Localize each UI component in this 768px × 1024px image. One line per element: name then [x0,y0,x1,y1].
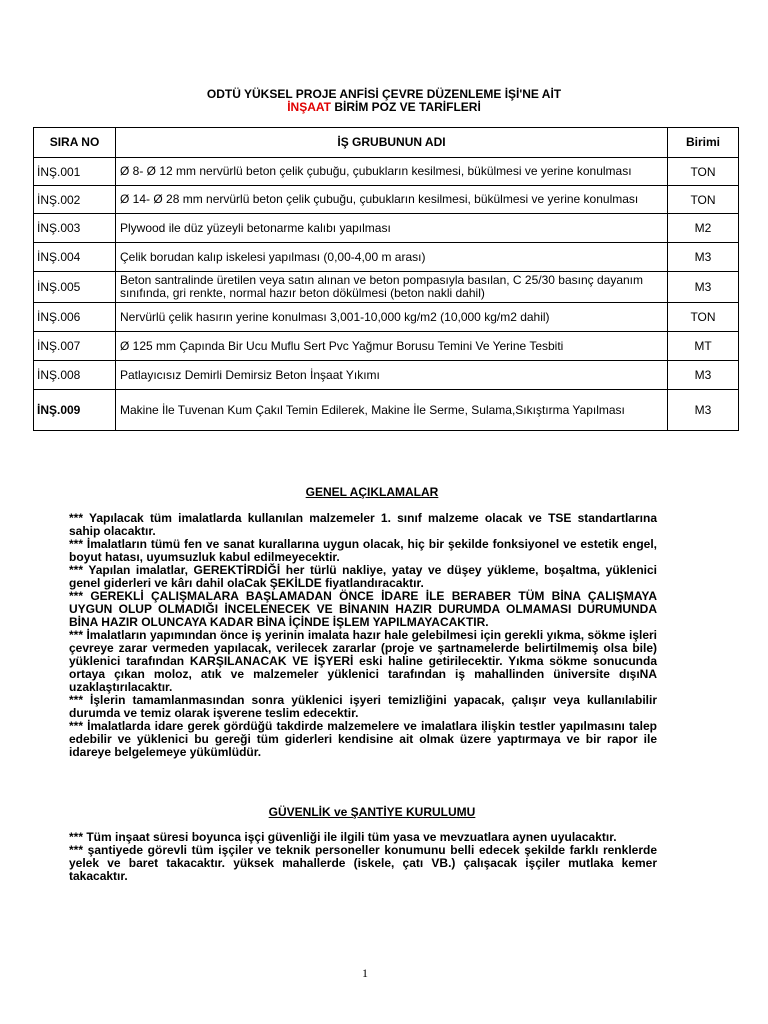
row-code: İNŞ.004 [34,243,116,272]
row-description: Patlayıcısız Demirli Demirsiz Beton İnşaat Yıkımı [116,361,668,390]
items-table [33,127,739,431]
table-row [34,186,739,214]
row-code: İNŞ.008 [34,361,116,390]
note-paragraph: *** şantiyede görevli tüm işçiler ve teknik personeller konumunu belli edecek şekilde farklı renklerde yelek ve baret takacaktır. yüksek mahallerde (iskele, çatı VB.) çalışacak işçiler mutlaka kemer takacaktır. [69,843,657,883]
subtitle-highlight: İNŞAAT [287,100,331,114]
row-unit: M3 [668,390,739,431]
document-subtitle [0,100,768,114]
row-code: İNŞ.009 [34,390,116,431]
table-row [34,361,739,390]
subtitle-rest: BİRİM POZ VE TARİFLERİ [331,100,481,114]
row-unit: M2 [668,214,739,243]
table-row [34,158,739,186]
note-paragraph: *** İmalatların yapımından önce iş yerinin imalata hazır hale gelebilmesi için gerekli yıkma, sökme işleri çevreye zarar vermeden yapılacak, verilecek zararlar (proje ve şartnamelerde belirtilmemiş olsa bile) yüklenici tarafından KARŞILANACAK VE İŞYERİ eski haline getirilecektir. Yıkma sökme sonucunda ortaya çıkan moloz, atık ve malzemeler yüklenici tarafından iş mahallinden üniversite dışıNA uzaklaştırılacaktır. [69,628,657,694]
table-header-row [34,128,739,158]
row-unit: TON [668,303,739,332]
note-paragraph: *** Yapılan imalatlar, GEREKTİRDİĞİ her türlü nakliye, yatay ve düşey yükleme, boşaltma, yüklenici genel giderleri ve kârı dahil olaCak ŞEKİLDE fiyatlandıracaktır. [69,563,657,590]
note-paragraph: *** İmalatlarda idare gerek gördüğü takdirde malzemelere ve imalatlara ilişkin testler yapılmasını talep edebilir ve yüklenici bu gereği tüm giderleri kendisine ait olmak üzere yaptırmaya ve bir rapor ile idareye belgelemeye yükümlüdür. [69,719,657,759]
row-unit: TON [668,158,739,186]
document-title: ODTÜ YÜKSEL PROJE ANFİSİ ÇEVRE DÜZENLEME İŞİ'NE AİT [206,87,562,101]
row-description: Ø 125 mm Çapında Bir Ucu Muflu Sert Pvc Yağmur Borusu Temini Ve Yerine Tesbiti [116,332,668,361]
row-unit: MT [668,332,739,361]
row-code: İNŞ.006 [34,303,116,332]
safety-section-title: GÜVENLİK ve ŞANTİYE KURULUMU [268,805,476,819]
table-row [34,214,739,243]
note-paragraph: *** İmalatların tümü fen ve sanat kurallarına uygun olacak, hiç bir şekilde fonksiyonel ve estetik engel, boyut hatası, uyumsuzluk kabul edilmeyecektir. [69,537,657,564]
row-description: Ø 8- Ø 12 mm nervürlü beton çelik çubuğu, çubukların kesilmesi, bükülmesi ve yerine konulması [116,158,668,186]
note-paragraph: *** Yapılacak tüm imalatlarda kullanılan malzemeler 1. sınıf malzeme olacak ve TSE standartlarına sahip olacaktır. [69,511,657,538]
table-row [34,390,739,431]
safety-notes [69,831,657,883]
column-header-unit: Birimi [668,128,739,158]
column-header-sira-no: SIRA NO [34,128,116,158]
row-description: Ø 14- Ø 28 mm nervürlü beton çelik çubuğu, çubukların kesilmesi, bükülmesi ve yerine konulması [116,186,668,214]
row-description: Plywood ile düz yüzeyli betonarme kalıbı yapılması [116,214,668,243]
table-row [34,272,739,303]
row-description: Çelik borudan kalıp iskelesi yapılması (0,00-4,00 m arası) [116,243,668,272]
row-code: İNŞ.001 [34,158,116,186]
row-code: İNŞ.002 [34,186,116,214]
row-code: İNŞ.005 [34,272,116,303]
row-code: İNŞ.003 [34,214,116,243]
table-row [34,303,739,332]
row-code: İNŞ.007 [34,332,116,361]
column-header-description: İŞ GRUBUNUN ADI [116,128,668,158]
table-row [34,332,739,361]
row-unit: M3 [668,361,739,390]
note-paragraph: *** Tüm inşaat süresi boyunca işçi güvenliği ile ilgili tüm yasa ve mevzuatlara aynen uyulacaktır. [69,830,617,844]
row-unit: TON [668,186,739,214]
general-section-title: GENEL AÇIKLAMALAR [305,485,439,499]
row-description: Makine İle Tuvenan Kum Çakıl Temin Edilerek, Makine İle Serme, Sulama,Sıkıştırma Yapılması [116,390,668,431]
note-paragraph: *** İşlerin tamamlanmasından sonra yüklenici işyeri temizliğini yapacak, çalışır veya kullanılabilir durumda ve temiz olarak işverene teslim edecektir. [69,693,657,720]
row-unit: M3 [668,243,739,272]
general-notes [69,512,657,759]
table-row [34,243,739,272]
row-description: Beton santralinde üretilen veya satın alınan ve beton pompasıyla basılan, C 25/30 basınç dayanım sınıfında, gri renkte, normal hazır beton dökülmesi (beton nakli dahil) [116,272,668,303]
note-paragraph: *** GEREKLİ ÇALIŞMALARA BAŞLAMADAN ÖNCE İDARE İLE BERABER TÜM BİNA ÇALIŞMAYA UYGUN OLUP OLMADIĞI İNCELENECEK VE BİNANIN HAZIR DURUMDA OLMAMASI DURUMUNDA BİNA HAZIR OLUNCAYA KADAR BİNA İÇİNDE İŞLEM YAPILMAYACAKTIR. [69,589,657,629]
row-unit: M3 [668,272,739,303]
page-number: 1 [362,966,368,980]
row-description: Nervürlü çelik hasırın yerine konulması 3,001-10,000 kg/m2 (10,000 kg/m2 dahil) [116,303,668,332]
